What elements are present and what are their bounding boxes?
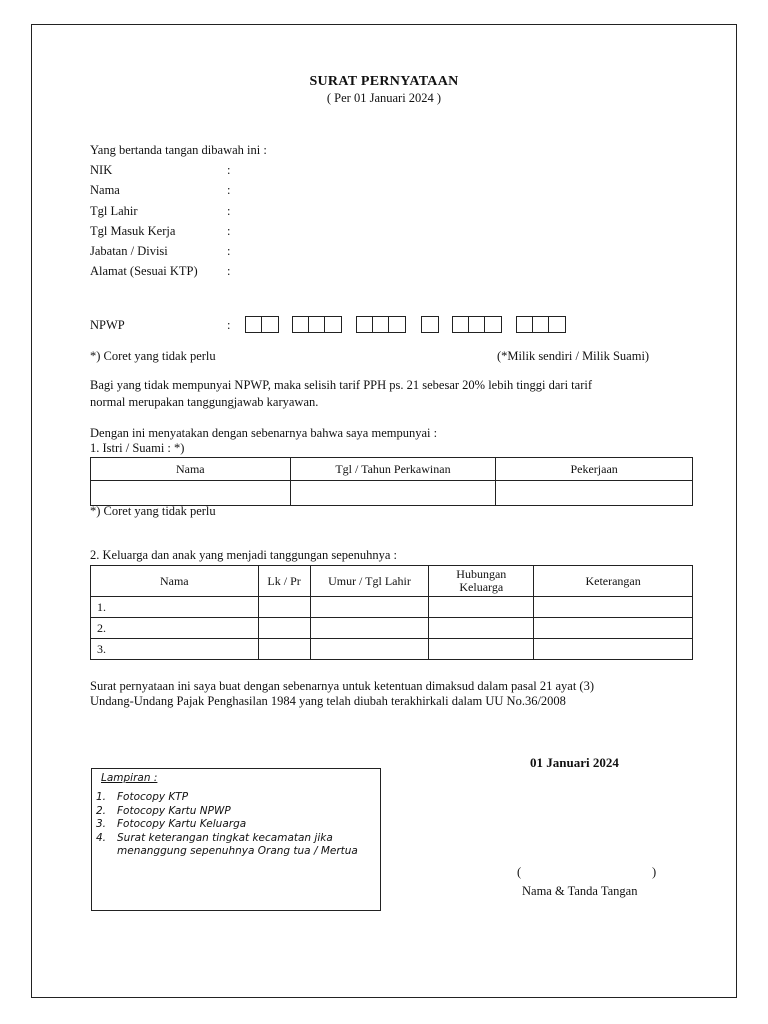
table-cell[interactable] bbox=[534, 597, 693, 618]
table-header-row bbox=[91, 458, 693, 481]
table-cell[interactable] bbox=[496, 481, 693, 506]
npwp-cell[interactable] bbox=[262, 317, 278, 332]
npwp-cell[interactable] bbox=[389, 317, 405, 332]
npwp-cell[interactable] bbox=[549, 317, 565, 332]
signature-date: 01 Januari 2024 bbox=[530, 755, 619, 770]
table-row bbox=[91, 618, 693, 639]
column-header-lk-pr: Lk / Pr bbox=[258, 566, 310, 597]
spouse-heading: 1. Istri / Suami : *) bbox=[90, 441, 185, 455]
npwp-group-2 bbox=[292, 316, 342, 333]
signature-open-paren: ( bbox=[517, 865, 522, 879]
table-cell[interactable] bbox=[310, 597, 429, 618]
header-line: Hubungan bbox=[456, 567, 507, 581]
npwp-colon: : bbox=[227, 318, 231, 332]
list-number: 4. bbox=[96, 831, 107, 844]
list-item bbox=[96, 791, 372, 805]
declaration-intro: Dengan ini menyatakan dengan sebenarnya bahwa saya mempunyai : bbox=[90, 426, 438, 440]
npwp-cell[interactable] bbox=[422, 317, 438, 332]
field-colon: : bbox=[227, 244, 231, 258]
field-colon: : bbox=[227, 163, 231, 177]
table-cell[interactable] bbox=[258, 639, 310, 660]
signature-close-paren: ) bbox=[652, 865, 657, 879]
table-cell[interactable] bbox=[91, 481, 291, 506]
coret-note: *) Coret yang tidak perlu bbox=[90, 349, 216, 363]
table-cell[interactable] bbox=[534, 618, 693, 639]
field-label-alamat: Alamat (Sesuai KTP) bbox=[90, 264, 198, 278]
row-number: 3. bbox=[91, 639, 259, 660]
list-text: Surat keterangan tingkat kecamatan jika menanggung sepenuhnya Orang tua / Mertua bbox=[117, 831, 358, 857]
family-table bbox=[90, 565, 693, 660]
field-label-nik: NIK bbox=[90, 163, 113, 177]
column-header-tgl-perkawinan: Tgl / Tahun Perkawinan bbox=[290, 458, 496, 481]
list-text: Fotocopy Kartu NPWP bbox=[117, 804, 231, 817]
lampiran-list bbox=[96, 791, 372, 859]
table-cell[interactable] bbox=[429, 618, 534, 639]
column-header-keterangan: Keterangan bbox=[534, 566, 693, 597]
document-title: SURAT PERNYATAAN bbox=[309, 74, 459, 89]
npwp-cell[interactable] bbox=[357, 317, 373, 332]
npwp-group-3 bbox=[356, 316, 406, 333]
lampiran-title: Lampiran : bbox=[101, 772, 158, 784]
field-colon: : bbox=[227, 183, 231, 197]
field-label-nama: Nama bbox=[90, 183, 120, 197]
column-header-nama: Nama bbox=[91, 566, 259, 597]
column-header-umur: Umur / Tgl Lahir bbox=[310, 566, 429, 597]
table-cell[interactable] bbox=[429, 597, 534, 618]
list-item bbox=[96, 818, 372, 832]
list-number: 1. bbox=[96, 791, 107, 803]
table-cell[interactable] bbox=[429, 639, 534, 660]
table-cell[interactable] bbox=[258, 618, 310, 639]
list-text: Fotocopy Kartu Keluarga bbox=[117, 818, 247, 830]
npwp-cell[interactable] bbox=[293, 317, 309, 332]
table-cell[interactable] bbox=[310, 639, 429, 660]
field-colon: : bbox=[227, 224, 231, 238]
npwp-paragraph-line-2: normal merupakan tanggungjawab karyawan. bbox=[90, 395, 319, 409]
npwp-label: NPWP bbox=[90, 318, 125, 332]
lampiran-box bbox=[91, 768, 381, 911]
field-label-jabatan: Jabatan / Divisi bbox=[90, 244, 168, 258]
spouse-table bbox=[90, 457, 693, 506]
npwp-cell[interactable] bbox=[533, 317, 549, 332]
npwp-cell[interactable] bbox=[453, 317, 469, 332]
npwp-group-1 bbox=[245, 316, 279, 333]
spouse-note: *) Coret yang tidak perlu bbox=[90, 504, 216, 518]
table-row bbox=[91, 639, 693, 660]
column-header-nama: Nama bbox=[91, 458, 291, 481]
list-number: 3. bbox=[96, 818, 107, 830]
row-number: 2. bbox=[91, 618, 259, 639]
list-text: Fotocopy KTP bbox=[117, 791, 189, 803]
npwp-cell[interactable] bbox=[485, 317, 501, 332]
milik-note: (*Milik sendiri / Milik Suami) bbox=[497, 349, 650, 363]
intro-text: Yang bertanda tangan dibawah ini : bbox=[90, 143, 267, 157]
family-heading: 2. Keluarga dan anak yang menjadi tanggungan sepenuhnya : bbox=[90, 548, 397, 562]
field-label-tgl-lahir: Tgl Lahir bbox=[90, 204, 138, 218]
npwp-cell[interactable] bbox=[246, 317, 262, 332]
table-row bbox=[91, 597, 693, 618]
closing-line-1: Surat pernyataan ini saya buat dengan sebenarnya untuk ketentuan dimaksud dalam pasal 21 ayat (3) bbox=[90, 679, 594, 693]
list-item bbox=[96, 805, 372, 819]
table-cell[interactable] bbox=[258, 597, 310, 618]
table-cell[interactable] bbox=[310, 618, 429, 639]
field-colon: : bbox=[227, 204, 231, 218]
table-header-row bbox=[91, 566, 693, 597]
npwp-cell[interactable] bbox=[517, 317, 533, 332]
closing-line-2: Undang-Undang Pajak Penghasilan 1984 yang telah diubah terakhirkali dalam UU No.36/2008 bbox=[90, 694, 566, 708]
table-cell[interactable] bbox=[534, 639, 693, 660]
row-number: 1. bbox=[91, 597, 259, 618]
column-header-pekerjaan: Pekerjaan bbox=[496, 458, 693, 481]
npwp-cell[interactable] bbox=[309, 317, 325, 332]
npwp-cell[interactable] bbox=[469, 317, 485, 332]
signature-label: Nama & Tanda Tangan bbox=[522, 884, 638, 898]
column-header-hubungan-keluarga bbox=[429, 566, 534, 597]
table-cell[interactable] bbox=[290, 481, 496, 506]
npwp-group-5 bbox=[452, 316, 502, 333]
list-item bbox=[96, 832, 372, 859]
field-colon: : bbox=[227, 264, 231, 278]
npwp-group-6 bbox=[516, 316, 566, 333]
npwp-cell[interactable] bbox=[325, 317, 341, 332]
table-row bbox=[91, 481, 693, 506]
npwp-paragraph-line-1: Bagi yang tidak mempunyai NPWP, maka selisih tarif PPH ps. 21 sebesar 20% lebih tinggi dari tarif bbox=[90, 378, 593, 392]
document-subtitle: ( Per 01 Januari 2024 ) bbox=[326, 91, 442, 105]
npwp-cell[interactable] bbox=[373, 317, 389, 332]
header-line: Keluarga bbox=[459, 580, 504, 594]
list-number: 2. bbox=[96, 804, 107, 817]
field-label-tgl-masuk-kerja: Tgl Masuk Kerja bbox=[90, 224, 176, 238]
npwp-group-4 bbox=[421, 316, 439, 333]
